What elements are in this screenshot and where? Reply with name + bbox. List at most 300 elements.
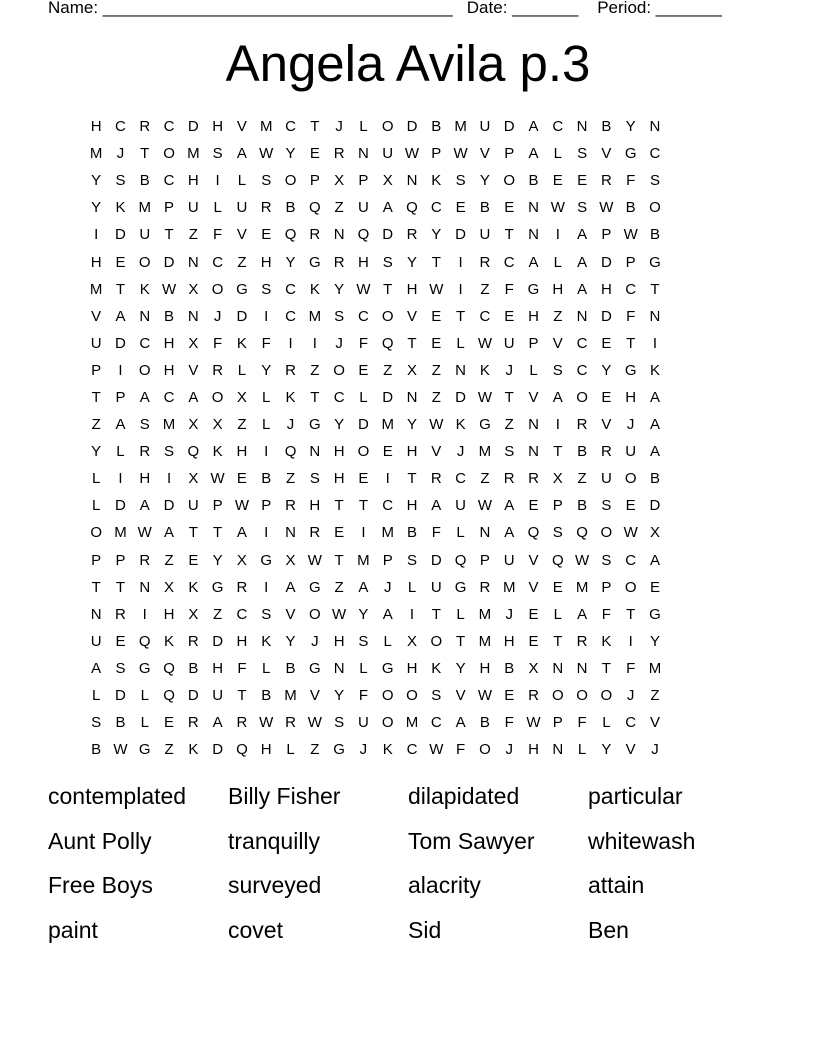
grid-letter: L <box>383 632 392 650</box>
grid-letter: Y <box>91 199 102 217</box>
grid-letter: L <box>553 605 562 623</box>
grid-letter: F <box>213 226 223 244</box>
grid-letter: G <box>649 253 661 271</box>
grid-letter: C <box>552 118 564 136</box>
grid-letter: C <box>115 118 126 136</box>
grid-letter: M <box>284 687 297 705</box>
grid-letter: I <box>94 226 99 244</box>
grid-letter: W <box>332 605 347 623</box>
grid-letter: R <box>430 470 442 488</box>
grid-letter: K <box>431 172 442 190</box>
grid-letter: C <box>285 307 296 325</box>
grid-letter: A <box>212 714 223 732</box>
grid-letter: L <box>553 253 562 271</box>
grid-letter: S <box>212 145 223 163</box>
grid-letter: D <box>115 226 126 244</box>
grid-letter: Q <box>236 741 248 759</box>
grid-letter: I <box>118 470 123 488</box>
grid-letter: J <box>335 334 343 352</box>
grid-letter: T <box>188 524 198 542</box>
grid-letter: V <box>431 443 442 461</box>
grid-letter: O <box>138 361 151 379</box>
grid-letter: C <box>236 605 248 623</box>
grid-letter: H <box>309 497 321 515</box>
grid-letter: K <box>479 361 490 379</box>
grid-letter: W <box>404 145 420 163</box>
grid-letter: J <box>335 118 343 136</box>
grid-letter: S <box>649 172 660 190</box>
grid-letter: A <box>504 497 515 515</box>
page-title: Angela Avila p.3 <box>225 35 591 92</box>
grid-letter: A <box>577 253 588 271</box>
grid-row <box>84 438 732 465</box>
grid-letter: T <box>626 334 636 352</box>
grid-letter: J <box>651 741 659 759</box>
grid-letter: N <box>455 361 467 379</box>
grid-letter: L <box>456 605 465 623</box>
grid-letter: K <box>649 361 660 379</box>
grid-letter: K <box>285 388 296 406</box>
grid-letter: P <box>479 551 490 569</box>
grid-letter: W <box>137 524 152 542</box>
grid-letter: C <box>625 714 637 732</box>
grid-letter: T <box>164 226 174 244</box>
grid-letter: F <box>431 524 441 542</box>
grid-letter: I <box>555 226 560 244</box>
grid-letter: I <box>142 605 147 623</box>
grid-letter: A <box>236 145 247 163</box>
grid-letter: C <box>430 714 442 732</box>
word-bank-item: Sid <box>408 916 442 943</box>
word-bank-item: paint <box>48 916 98 943</box>
grid-letter: Z <box>334 199 344 217</box>
grid-letter: Q <box>284 443 297 461</box>
grid-letter: G <box>624 145 637 163</box>
grid-letter: Z <box>188 226 198 244</box>
grid-letter: A <box>552 388 563 406</box>
grid-letter: A <box>236 524 247 542</box>
grid-letter: Z <box>91 416 101 434</box>
grid-letter: D <box>212 632 224 650</box>
grid-letter: L <box>529 361 538 379</box>
grid-letter: L <box>359 388 368 406</box>
grid-letter: Y <box>431 226 442 244</box>
grid-letter: O <box>211 280 224 298</box>
grid-letter: N <box>479 524 491 542</box>
grid-letter: V <box>552 334 563 352</box>
grid-letter: M <box>89 145 103 163</box>
grid-row <box>84 330 732 357</box>
grid-letter: R <box>600 443 612 461</box>
grid-letter: V <box>91 307 102 325</box>
grid-letter: I <box>264 443 269 461</box>
grid-letter: I <box>458 253 463 271</box>
grid-letter: S <box>261 280 272 298</box>
grid-letter: S <box>309 470 320 488</box>
grid-letter: Q <box>357 226 370 244</box>
grid-row <box>84 357 732 384</box>
grid-letter: O <box>333 361 345 379</box>
grid-letter: X <box>188 605 199 623</box>
grid-letter: T <box>91 388 101 406</box>
grid-letter: Y <box>407 416 418 434</box>
grid-letter: K <box>188 741 199 759</box>
grid-letter: K <box>455 416 466 434</box>
grid-letter: L <box>359 659 368 677</box>
grid-letter: E <box>552 172 563 190</box>
grid-letter: H <box>90 253 102 271</box>
grid-letter: N <box>576 118 588 136</box>
grid-letter: R <box>309 226 321 244</box>
grid-letter: E <box>504 307 515 325</box>
grid-letter: T <box>407 470 417 488</box>
grid-letter: B <box>164 307 175 325</box>
grid-letter: D <box>357 416 369 434</box>
grid-letter: T <box>358 497 368 515</box>
grid-letter: P <box>625 253 636 271</box>
grid-letter: T <box>626 605 636 623</box>
grid-letter: U <box>600 470 612 488</box>
grid-row <box>84 655 732 682</box>
grid-letter: S <box>261 605 272 623</box>
grid-letter: B <box>625 199 636 217</box>
grid-letter: B <box>261 687 272 705</box>
grid-letter: U <box>455 497 467 515</box>
grid-letter: R <box>576 416 588 434</box>
grid-letter: R <box>285 361 296 379</box>
grid-letter: R <box>139 551 151 569</box>
grid-letter: L <box>359 118 368 136</box>
grid-letter: D <box>187 687 199 705</box>
grid-letter: X <box>528 659 539 677</box>
grid-letter: Z <box>213 605 223 623</box>
grid-row <box>84 492 732 519</box>
grid-letter: C <box>625 280 637 298</box>
grid-letter: C <box>163 118 175 136</box>
grid-letter: M <box>357 551 370 569</box>
grid-letter: W <box>429 416 444 434</box>
grid-letter: L <box>286 741 295 759</box>
grid-letter: Y <box>334 280 345 298</box>
grid-letter: A <box>528 253 539 271</box>
grid-letter: L <box>237 172 247 190</box>
grid-letter: Q <box>308 199 321 217</box>
grid-letter: S <box>601 497 612 515</box>
grid-letter: S <box>601 551 612 569</box>
grid-letter: Z <box>480 280 490 298</box>
grid-letter: W <box>307 551 322 569</box>
grid-letter: N <box>528 443 539 461</box>
grid-letter: S <box>164 443 175 461</box>
grid-letter: U <box>479 226 491 244</box>
grid-letter: F <box>504 280 514 298</box>
grid-letter: I <box>312 334 317 352</box>
grid-letter: V <box>236 118 247 136</box>
grid-letter: U <box>187 199 199 217</box>
grid-letter: F <box>213 334 223 352</box>
grid-letter: U <box>90 334 102 352</box>
grid-letter: B <box>528 172 539 190</box>
grid-letter: Q <box>454 551 467 569</box>
grid-row <box>84 194 732 221</box>
grid-letter: Z <box>383 361 393 379</box>
grid-letter: R <box>260 199 272 217</box>
grid-letter: N <box>90 605 102 623</box>
grid-letter: S <box>552 361 563 379</box>
grid-letter: X <box>164 578 175 596</box>
grid-letter: U <box>479 118 491 136</box>
grid-letter: M <box>381 524 394 542</box>
grid-letter: O <box>551 687 564 705</box>
grid-letter: Y <box>625 118 636 136</box>
grid-letter: L <box>262 388 271 406</box>
grid-letter: K <box>164 632 175 650</box>
grid-letter: I <box>215 172 220 190</box>
grid-letter: I <box>409 605 415 623</box>
grid-letter: B <box>407 524 418 542</box>
grid-letter: K <box>212 443 223 461</box>
grid-letter: L <box>91 497 101 515</box>
grid-letter: T <box>383 280 393 298</box>
grid-letter: D <box>163 497 175 515</box>
grid-letter: L <box>602 714 611 732</box>
grid-letter: L <box>116 443 125 461</box>
grid-letter: M <box>138 199 151 217</box>
grid-row <box>84 736 732 763</box>
grid-letter: D <box>455 388 467 406</box>
grid-letter: G <box>211 578 224 596</box>
grid-letter: C <box>576 334 588 352</box>
grid-letter: H <box>187 172 199 190</box>
grid-letter: K <box>188 578 199 596</box>
grid-letter: E <box>188 551 199 569</box>
grid-letter: X <box>212 416 223 434</box>
grid-letter: T <box>213 524 223 542</box>
grid-letter: D <box>455 226 467 244</box>
grid-letter: V <box>649 714 660 732</box>
grid-letter: O <box>624 470 637 488</box>
grid-letter: H <box>528 307 539 325</box>
grid-letter: L <box>553 145 562 163</box>
grid-letter: P <box>431 145 442 163</box>
grid-letter: O <box>138 253 151 271</box>
grid-letter: O <box>357 443 370 461</box>
grid-letter: H <box>333 632 345 650</box>
grid-letter: Y <box>212 551 223 569</box>
grid-letter: Y <box>285 145 296 163</box>
grid-letter: C <box>139 334 151 352</box>
grid-letter: N <box>528 416 539 434</box>
grid-letter: R <box>333 145 345 163</box>
grid-letter: W <box>599 199 614 217</box>
grid-letter: E <box>552 578 563 596</box>
grid-letter: B <box>577 497 588 515</box>
grid-letter: N <box>333 226 345 244</box>
grid-letter: O <box>479 741 491 759</box>
grid-letter: X <box>649 524 660 542</box>
grid-letter: H <box>600 280 612 298</box>
grid-letter: H <box>552 280 564 298</box>
grid-letter: L <box>262 659 271 677</box>
grid-letter: A <box>649 416 660 434</box>
grid-row <box>84 411 732 438</box>
grid-letter: A <box>139 497 150 515</box>
grid-letter: Z <box>285 470 296 488</box>
grid-letter: P <box>115 388 126 406</box>
grid-letter: E <box>504 199 515 217</box>
grid-letter: D <box>600 307 612 325</box>
grid-letter: J <box>505 605 513 623</box>
grid-letter: G <box>236 280 248 298</box>
grid-letter: E <box>431 307 442 325</box>
grid-letter: P <box>552 714 563 732</box>
grid-letter: I <box>628 632 633 650</box>
grid-letter: T <box>601 659 611 677</box>
grid-letter: A <box>91 659 102 677</box>
grid-letter: E <box>625 497 636 515</box>
grid-letter: E <box>358 470 369 488</box>
grid-letter: T <box>115 280 126 298</box>
grid-letter: H <box>333 443 345 461</box>
grid-letter: J <box>286 416 295 434</box>
grid-letter: K <box>261 632 272 650</box>
grid-letter: A <box>358 578 369 596</box>
grid-row <box>84 519 732 546</box>
grid-letter: R <box>576 632 588 650</box>
grid-letter: P <box>504 145 515 163</box>
grid-letter: G <box>260 551 273 569</box>
grid-letter: A <box>455 714 466 732</box>
grid-letter: B <box>285 659 296 677</box>
grid-letter: H <box>260 253 272 271</box>
grid-letter: H <box>503 632 515 650</box>
grid-letter: G <box>308 416 321 434</box>
grid-letter: W <box>623 226 638 244</box>
grid-letter: O <box>381 118 394 136</box>
grid-letter: D <box>600 253 612 271</box>
grid-letter: R <box>406 226 418 244</box>
grid-letter: A <box>431 497 442 515</box>
grid-letter: E <box>309 145 320 163</box>
grid-letter: V <box>528 388 539 406</box>
grid-letter: W <box>550 199 565 217</box>
grid-letter: G <box>479 416 491 434</box>
grid-letter: C <box>212 253 224 271</box>
grid-letter: E <box>528 497 539 515</box>
grid-row <box>84 574 732 601</box>
grid-letter: Q <box>381 334 394 352</box>
grid-letter: R <box>333 253 345 271</box>
grid-letter: S <box>504 443 515 461</box>
grid-letter: G <box>138 659 151 677</box>
grid-letter: Q <box>576 524 588 542</box>
word-bank-item: covet <box>228 916 283 943</box>
grid-letter: P <box>91 551 102 569</box>
grid-letter: F <box>601 605 611 623</box>
grid-letter: E <box>528 632 539 650</box>
grid-letter: N <box>187 253 199 271</box>
grid-letter: N <box>528 199 539 217</box>
grid-letter: F <box>577 714 587 732</box>
grid-letter: E <box>649 578 660 596</box>
grid-letter: K <box>236 334 247 352</box>
grid-letter: W <box>453 145 468 163</box>
grid-letter: T <box>553 632 563 650</box>
grid-letter: Q <box>163 659 175 677</box>
grid-letter: E <box>164 714 175 732</box>
grid-letter: N <box>406 388 418 406</box>
grid-letter: U <box>625 443 637 461</box>
grid-letter: O <box>211 388 224 406</box>
grid-letter: T <box>553 443 563 461</box>
grid-letter: O <box>600 524 613 542</box>
grid-letter: D <box>187 118 199 136</box>
grid-letter: O <box>576 687 588 705</box>
grid-letter: W <box>477 497 492 515</box>
grid-letter: O <box>624 578 637 596</box>
grid-letter: C <box>285 118 296 136</box>
grid-letter: D <box>649 497 661 515</box>
grid-letter: Z <box>164 741 174 759</box>
grid-letter: W <box>477 334 492 352</box>
grid-letter: P <box>91 361 102 379</box>
grid-letter: K <box>115 199 126 217</box>
grid-letter: E <box>261 226 272 244</box>
grid-letter: Z <box>334 578 344 596</box>
grid-letter: A <box>188 388 199 406</box>
grid-letter: I <box>264 307 269 325</box>
grid-row <box>84 140 732 167</box>
grid-letter: F <box>504 714 514 732</box>
grid-letter: B <box>139 172 150 190</box>
grid-letter: A <box>649 551 660 569</box>
grid-letter: Y <box>334 416 345 434</box>
grid-letter: I <box>118 361 123 379</box>
grid-letter: Z <box>480 470 490 488</box>
grid-letter: O <box>430 632 443 650</box>
grid-letter: L <box>140 714 149 732</box>
word-bank-item: Billy Fisher <box>228 783 341 809</box>
grid-letter: M <box>308 307 322 325</box>
grid-letter: I <box>264 524 269 542</box>
grid-letter: N <box>333 659 345 677</box>
grid-letter: R <box>236 578 248 596</box>
grid-letter: B <box>577 443 588 461</box>
grid-letter: H <box>479 659 491 677</box>
grid-letter: S <box>261 172 272 190</box>
grid-row <box>84 248 732 275</box>
grid-letter: S <box>358 632 369 650</box>
grid-letter: M <box>478 632 492 650</box>
grid-letter: J <box>505 741 513 759</box>
grid-letter: B <box>649 226 660 244</box>
grid-letter: A <box>382 605 393 623</box>
word-bank-item: alacrity <box>408 872 481 898</box>
grid-letter: T <box>504 226 514 244</box>
grid-letter: X <box>188 470 199 488</box>
grid-letter: S <box>431 687 442 705</box>
word-bank-item: contemplated <box>48 783 187 809</box>
grid-letter: Q <box>284 226 297 244</box>
grid-letter: R <box>212 361 224 379</box>
grid-letter: B <box>479 714 490 732</box>
grid-letter: X <box>188 416 199 434</box>
grid-letter: J <box>505 361 513 379</box>
grid-letter: I <box>652 334 658 352</box>
grid-letter: N <box>285 524 296 542</box>
grid-letter: Y <box>334 687 345 705</box>
grid-letter: S <box>115 659 126 677</box>
